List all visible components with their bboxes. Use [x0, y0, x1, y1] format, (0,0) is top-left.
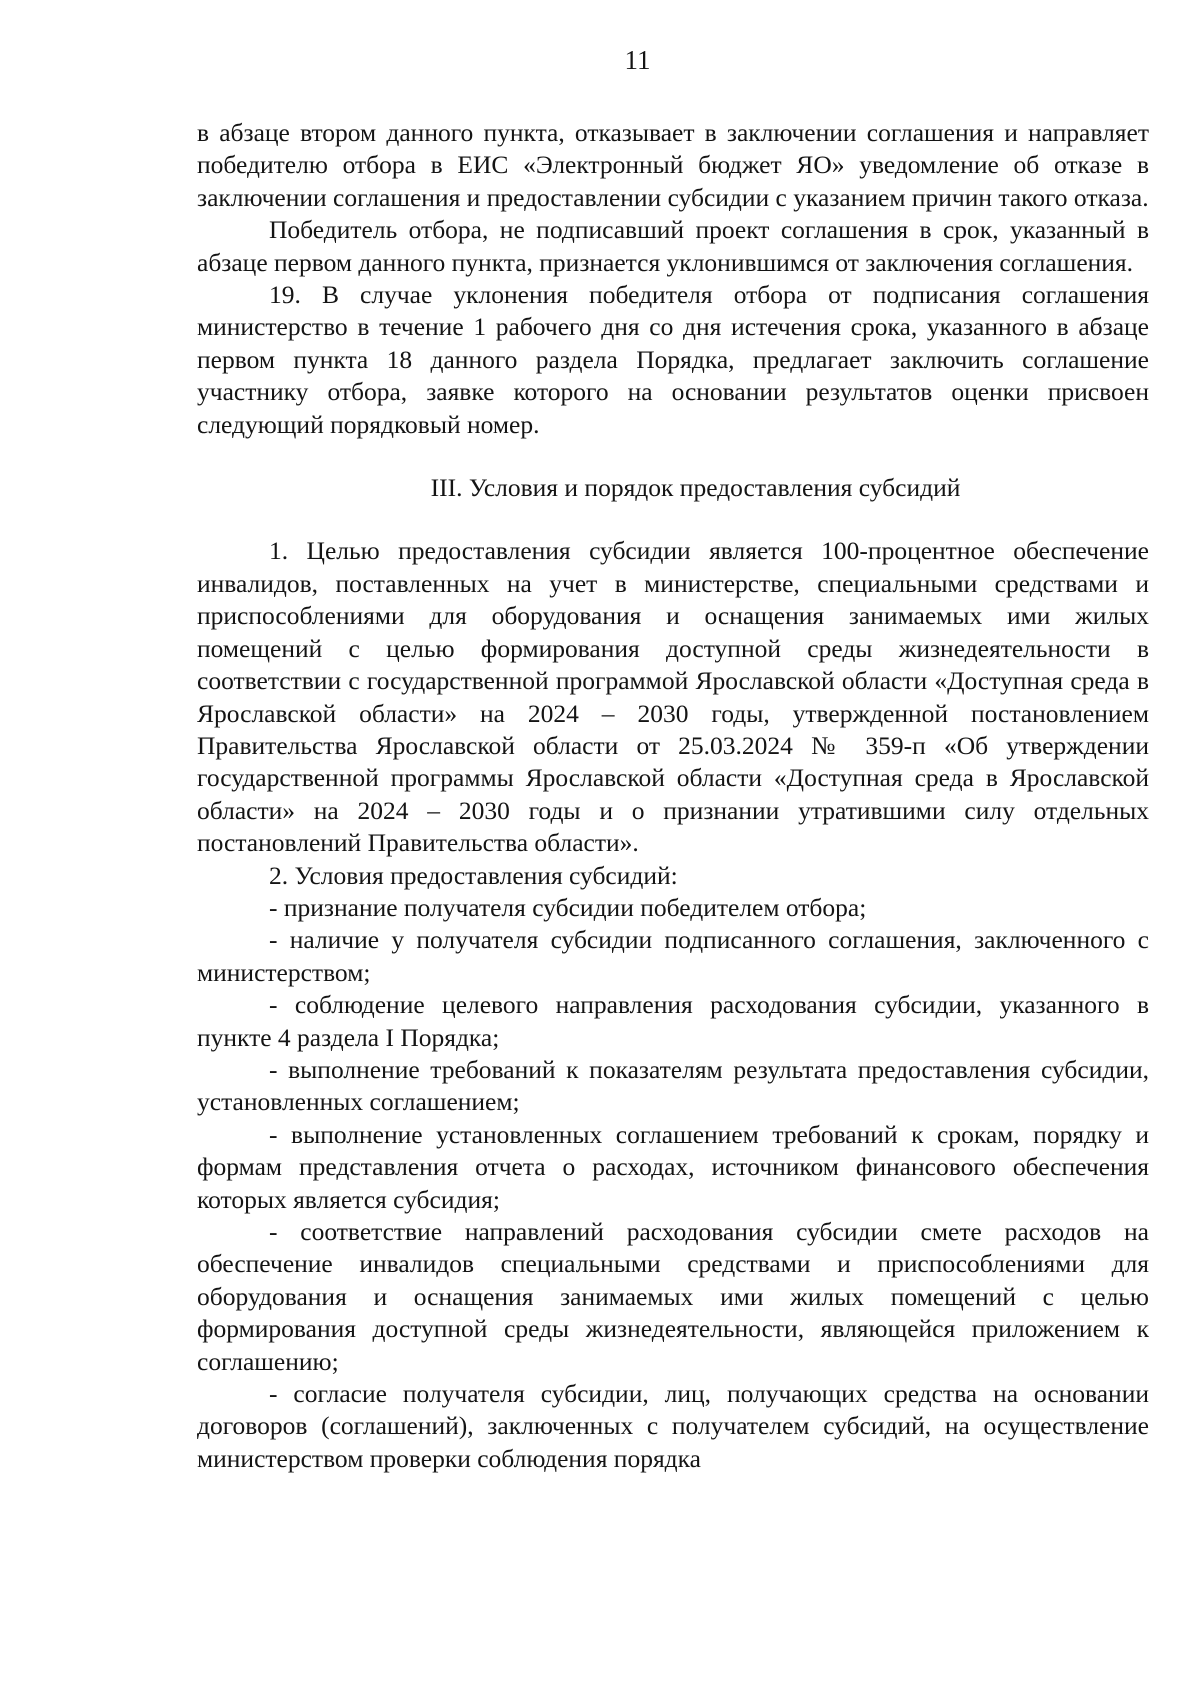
paragraph-refusal-continuation: в абзаце втором данного пункта, отказывает в заключении соглашения и направляет победителю отбора в ЕИС «Электронный бюджет ЯО» уведомление об отказе в заключении соглашения и предоставлении субсидии с указанием причин такого отказа.	[197, 118, 1149, 212]
list-item-condition-reporting: - выполнение установленных соглашением требований к срокам, порядку и формам представления отчета о расходах, источником финансового обеспечения которых является субсидия;	[197, 1119, 1149, 1214]
document-body	[197, 117, 1149, 1475]
spacer	[197, 441, 1149, 472]
list-item-condition-consent: - согласие получателя субсидии, лиц, получающих средства на основании договоров (соглашений), заключенных с получателем субсидий, на осуществление министерством проверки соблюдения порядка	[197, 1379, 1149, 1473]
list-item-condition-winner: - признание получателя субсидии победителем отбора;	[269, 892, 867, 922]
list-item-condition-estimate: - соответствие направлений расходования субсидии смете расходов на обеспечение инвалидов специальными средствами и приспособлениями для оборудования и оснащения занимаемых ими жилых помещений с целью формирования доступной среды жизнедеятельности, являющейся приложением к соглашению;	[197, 1217, 1149, 1376]
list-item-condition-agreement: - наличие у получателя субсидии подписанного соглашения, заключенного с министерством;	[197, 925, 1149, 987]
section-heading: III. Условия и порядок предоставления субсидий	[430, 473, 961, 503]
page-number: 11	[624, 45, 651, 75]
paragraph-item-19: 19. В случае уклонения победителя отбора от подписания соглашения министерство в течение 1 рабочего дня со дня истечения срока, указанного в абзаце первом пункта 18 данного раздела Порядка, предлагает заключить соглашение участнику отбора, заявке которого на основании результатов оценки присвоен следующий порядковый номер.	[197, 280, 1149, 439]
list-item-condition-target-use: - соблюдение целевого направления расходования субсидии, указанного в пункте 4 раздела I Порядка;	[197, 990, 1149, 1052]
paragraph-winner-evasion: Победитель отбора, не подписавший проект соглашения в срок, указанный в абзаце первом данного пункта, признается уклонившимся от заключения соглашения.	[197, 215, 1149, 277]
paragraph-item-1-purpose: 1. Целью предоставления субсидии является 100-процентное обеспечение инвалидов, поставленных на учет в министерстве, специальными средствами и приспособлениями для оборудования и оснащения занимаемых ими жилых помещений с целью формирования доступной среды жизнедеятельности в соответствии с государственной программой Ярославской области «Доступная среда в Ярославской области» на 2024 – 2030 годы, утвержденной постановлением Правительства Ярославской области от 25.03.2024 № 359-п «Об утверждении государственной программы Ярославской области «Доступная среда в Ярославской области» на 2024 – 2030 годы и о признании утратившими силу отдельных постановлений Правительства области».	[197, 536, 1149, 858]
paragraph-item-2-conditions: 2. Условия предоставления субсидий:	[269, 860, 678, 890]
list-item-condition-results: - выполнение требований к показателям результата предоставления субсидии, установленных соглашением;	[197, 1054, 1149, 1117]
spacer	[197, 504, 1149, 535]
